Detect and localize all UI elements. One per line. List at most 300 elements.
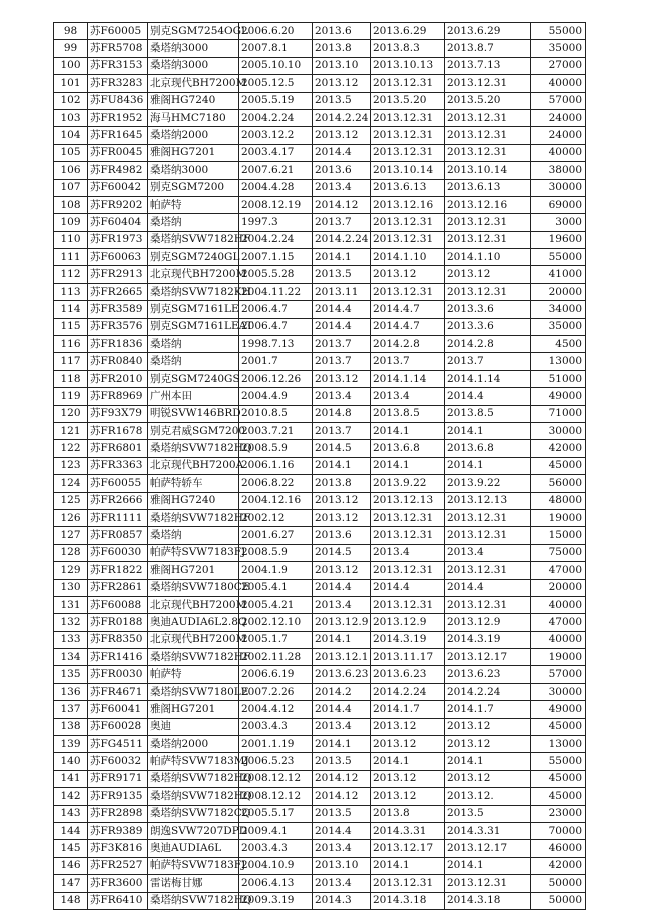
insurance-date-cell: 2013.12.31 (371, 231, 445, 248)
annual-check-date-cell: 2013.12.31 (445, 144, 531, 161)
amount-cell: 42000 (531, 440, 586, 457)
amount-cell: 30000 (531, 179, 586, 196)
vehicle-model-cell: 别克SGM7161LEAT (148, 318, 239, 335)
register-date-cell: 1998.7.13 (239, 336, 313, 353)
inspection-date-cell: 2014.5 (313, 440, 371, 457)
insurance-date-cell: 2013.9.22 (371, 475, 445, 492)
annual-check-date-cell: 2013.7.13 (445, 57, 531, 74)
vehicle-model-cell: 帕萨特SVW7183FJ (148, 857, 239, 874)
insurance-date-cell: 2013.12 (371, 736, 445, 753)
amount-cell: 47000 (531, 614, 586, 631)
insurance-date-cell: 2013.12.31 (371, 109, 445, 126)
annual-check-date-cell: 2013.12.31 (445, 527, 531, 544)
row-number-cell: 133 (54, 631, 88, 648)
amount-cell: 50000 (531, 875, 586, 892)
vehicle-model-cell: 雅阁HG7201 (148, 144, 239, 161)
table-row (54, 788, 586, 805)
amount-cell: 4500 (531, 336, 586, 353)
inspection-date-cell: 2014.4 (313, 144, 371, 161)
vehicle-model-cell: 桑塔纳 (148, 353, 239, 370)
annual-check-date-cell: 2013.12.17 (445, 840, 531, 857)
vehicle-model-cell: 桑塔纳 (148, 527, 239, 544)
inspection-date-cell: 2013.10 (313, 57, 371, 74)
inspection-date-cell: 2014.12 (313, 770, 371, 787)
vehicle-model-cell: 雅阁HG7201 (148, 562, 239, 579)
plate-number-cell: 苏FR4982 (88, 162, 148, 179)
vehicle-model-cell: 别克SGM7161LE (148, 301, 239, 318)
annual-check-date-cell: 2014.1 (445, 457, 531, 474)
vehicle-model-cell: 朗逸SVW7207DPD (148, 822, 239, 839)
annual-check-date-cell: 2013.8.5 (445, 405, 531, 422)
vehicle-table (53, 22, 586, 910)
row-number-cell: 146 (54, 857, 88, 874)
amount-cell: 20000 (531, 579, 586, 596)
amount-cell: 30000 (531, 683, 586, 700)
row-number-cell: 102 (54, 92, 88, 109)
table-row (54, 127, 586, 144)
inspection-date-cell: 2013.8 (313, 475, 371, 492)
inspection-date-cell: 2014.12 (313, 196, 371, 213)
insurance-date-cell: 2014.1 (371, 457, 445, 474)
register-date-cell: 2005.5.17 (239, 805, 313, 822)
amount-cell: 40000 (531, 144, 586, 161)
annual-check-date-cell: 2013.10.14 (445, 162, 531, 179)
amount-cell: 35000 (531, 318, 586, 335)
plate-number-cell: 苏FR1973 (88, 231, 148, 248)
annual-check-date-cell: 2013.5 (445, 805, 531, 822)
table-row (54, 596, 586, 613)
annual-check-date-cell: 2014.1 (445, 857, 531, 874)
annual-check-date-cell: 2014.1.14 (445, 370, 531, 387)
table-row (54, 144, 586, 161)
plate-number-cell: 苏F60404 (88, 214, 148, 231)
plate-number-cell: 苏FR5708 (88, 40, 148, 57)
row-number-cell: 144 (54, 822, 88, 839)
insurance-date-cell: 2014.4.7 (371, 318, 445, 335)
vehicle-model-cell: 桑塔纳SVW7182HQ (148, 440, 239, 457)
register-date-cell: 2006.6.19 (239, 666, 313, 683)
table-row (54, 892, 586, 909)
register-date-cell: 2010.8.5 (239, 405, 313, 422)
amount-cell: 13000 (531, 736, 586, 753)
annual-check-date-cell: 2014.1.7 (445, 701, 531, 718)
plate-number-cell: 苏F3K816 (88, 840, 148, 857)
row-number-cell: 140 (54, 753, 88, 770)
row-number-cell: 131 (54, 596, 88, 613)
amount-cell: 19000 (531, 649, 586, 666)
row-number-cell: 119 (54, 388, 88, 405)
plate-number-cell: 苏FR2010 (88, 370, 148, 387)
table-row (54, 475, 586, 492)
insurance-date-cell: 2014.3.31 (371, 822, 445, 839)
plate-number-cell: 苏FR1822 (88, 562, 148, 579)
amount-cell: 55000 (531, 23, 586, 40)
register-date-cell: 2003.4.17 (239, 144, 313, 161)
row-number-cell: 108 (54, 196, 88, 213)
inspection-date-cell: 2014.3 (313, 892, 371, 909)
plate-number-cell: 苏FR2665 (88, 283, 148, 300)
vehicle-model-cell: 北京现代BH7200A (148, 457, 239, 474)
inspection-date-cell: 2013.11 (313, 283, 371, 300)
register-date-cell: 2006.8.22 (239, 475, 313, 492)
inspection-date-cell: 2013.12.9 (313, 614, 371, 631)
row-number-cell: 118 (54, 370, 88, 387)
vehicle-model-cell: 桑塔纳SVW7182KH (148, 283, 239, 300)
amount-cell: 27000 (531, 57, 586, 74)
inspection-date-cell: 2014.1 (313, 249, 371, 266)
table-row (54, 736, 586, 753)
register-date-cell: 2002.12.10 (239, 614, 313, 631)
amount-cell: 38000 (531, 162, 586, 179)
insurance-date-cell: 2013.12.31 (371, 144, 445, 161)
row-number-cell: 129 (54, 562, 88, 579)
row-number-cell: 103 (54, 109, 88, 126)
table-row (54, 249, 586, 266)
vehicle-model-cell: 帕萨特 (148, 196, 239, 213)
amount-cell: 41000 (531, 266, 586, 283)
insurance-date-cell: 2013.6.13 (371, 179, 445, 196)
row-number-cell: 136 (54, 683, 88, 700)
register-date-cell: 2006.4.13 (239, 875, 313, 892)
register-date-cell: 2004.2.24 (239, 231, 313, 248)
annual-check-date-cell: 2013.12.13 (445, 492, 531, 509)
table-row (54, 214, 586, 231)
register-date-cell: 2005.12.5 (239, 75, 313, 92)
table-row (54, 40, 586, 57)
register-date-cell: 2008.12.19 (239, 196, 313, 213)
register-date-cell: 2009.3.19 (239, 892, 313, 909)
register-date-cell: 2007.8.1 (239, 40, 313, 57)
annual-check-date-cell: 2013.12.31 (445, 509, 531, 526)
table-row (54, 388, 586, 405)
insurance-date-cell: 2013.8.5 (371, 405, 445, 422)
table-row (54, 666, 586, 683)
plate-number-cell: 苏FR1952 (88, 109, 148, 126)
amount-cell: 40000 (531, 631, 586, 648)
vehicle-model-cell: 雷诺梅甘娜 (148, 875, 239, 892)
register-date-cell: 2009.4.1 (239, 822, 313, 839)
plate-number-cell: 苏FR1836 (88, 336, 148, 353)
row-number-cell: 125 (54, 492, 88, 509)
annual-check-date-cell: 2013.12.16 (445, 196, 531, 213)
inspection-date-cell: 2014.4 (313, 579, 371, 596)
row-number-cell: 111 (54, 249, 88, 266)
vehicle-model-cell: 别克君威SGM7200 (148, 422, 239, 439)
vehicle-model-cell: 桑塔纳SVW7182HQ (148, 788, 239, 805)
amount-cell: 42000 (531, 857, 586, 874)
vehicle-model-cell: 广州本田 (148, 388, 239, 405)
register-date-cell: 2004.4.9 (239, 388, 313, 405)
vehicle-model-cell: 桑塔纳SVW7182HF (148, 231, 239, 248)
plate-number-cell: 苏FR3600 (88, 875, 148, 892)
annual-check-date-cell: 2014.1 (445, 422, 531, 439)
vehicle-model-cell: 雅阁HG7201 (148, 701, 239, 718)
register-date-cell: 2002.11.28 (239, 649, 313, 666)
row-number-cell: 143 (54, 805, 88, 822)
inspection-date-cell: 2014.5 (313, 544, 371, 561)
register-date-cell: 2005.4.1 (239, 579, 313, 596)
row-number-cell: 117 (54, 353, 88, 370)
vehicle-model-cell: 奥迪AUDIA6L (148, 840, 239, 857)
row-number-cell: 112 (54, 266, 88, 283)
annual-check-date-cell: 2013.3.6 (445, 318, 531, 335)
table-row (54, 875, 586, 892)
vehicle-model-cell: 雅阁HG7240 (148, 492, 239, 509)
insurance-date-cell: 2013.12.31 (371, 509, 445, 526)
inspection-date-cell: 2013.12 (313, 370, 371, 387)
table-row (54, 23, 586, 40)
vehicle-model-cell: 明锐SVW146BRD (148, 405, 239, 422)
amount-cell: 55000 (531, 753, 586, 770)
annual-check-date-cell: 2014.3.18 (445, 892, 531, 909)
table-row (54, 336, 586, 353)
vehicle-model-cell: 海马HMC7180 (148, 109, 239, 126)
plate-number-cell: 苏FR1678 (88, 422, 148, 439)
plate-number-cell: 苏FR3589 (88, 301, 148, 318)
amount-cell: 71000 (531, 405, 586, 422)
vehicle-model-cell: 桑塔纳SVW7182HQ (148, 770, 239, 787)
annual-check-date-cell: 2013.4 (445, 544, 531, 561)
insurance-date-cell: 2013.12 (371, 266, 445, 283)
annual-check-date-cell: 2013.12 (445, 718, 531, 735)
annual-check-date-cell: 2013.6.8 (445, 440, 531, 457)
table-row (54, 283, 586, 300)
insurance-date-cell: 2014.4 (371, 579, 445, 596)
plate-number-cell: 苏FR1416 (88, 649, 148, 666)
inspection-date-cell: 2013.4 (313, 179, 371, 196)
vehicle-model-cell: 桑塔纳2000 (148, 736, 239, 753)
amount-cell: 45000 (531, 718, 586, 735)
plate-number-cell: 苏FR2527 (88, 857, 148, 874)
annual-check-date-cell: 2013.12.17 (445, 649, 531, 666)
inspection-date-cell: 2013.6 (313, 23, 371, 40)
row-number-cell: 141 (54, 770, 88, 787)
annual-check-date-cell: 2013.12 (445, 770, 531, 787)
insurance-date-cell: 2014.2.8 (371, 336, 445, 353)
plate-number-cell: 苏FR3283 (88, 75, 148, 92)
row-number-cell: 138 (54, 718, 88, 735)
inspection-date-cell: 2013.7 (313, 336, 371, 353)
vehicle-model-cell: 帕萨特SVW7183MJ (148, 753, 239, 770)
annual-check-date-cell: 2013.12.31 (445, 231, 531, 248)
plate-number-cell: 苏F60063 (88, 249, 148, 266)
table-row (54, 162, 586, 179)
amount-cell: 45000 (531, 457, 586, 474)
plate-number-cell: 苏F60041 (88, 701, 148, 718)
insurance-date-cell: 2013.10.14 (371, 162, 445, 179)
table-row (54, 457, 586, 474)
vehicle-model-cell: 桑塔纳3000 (148, 57, 239, 74)
annual-check-date-cell: 2013.12.9 (445, 614, 531, 631)
amount-cell: 46000 (531, 840, 586, 857)
inspection-date-cell: 2013.6 (313, 527, 371, 544)
amount-cell: 70000 (531, 822, 586, 839)
insurance-date-cell: 2014.1.14 (371, 370, 445, 387)
table-row (54, 109, 586, 126)
row-number-cell: 123 (54, 457, 88, 474)
register-date-cell: 2001.7 (239, 353, 313, 370)
plate-number-cell: 苏FR6410 (88, 892, 148, 909)
plate-number-cell: 苏FR8969 (88, 388, 148, 405)
table-row (54, 614, 586, 631)
amount-cell: 56000 (531, 475, 586, 492)
register-date-cell: 2005.5.19 (239, 92, 313, 109)
register-date-cell: 2004.11.22 (239, 283, 313, 300)
row-number-cell: 148 (54, 892, 88, 909)
register-date-cell: 2004.1.9 (239, 562, 313, 579)
amount-cell: 47000 (531, 562, 586, 579)
insurance-date-cell: 2013.12.16 (371, 196, 445, 213)
table-row (54, 405, 586, 422)
plate-number-cell: 苏FR9202 (88, 196, 148, 213)
inspection-date-cell: 2013.5 (313, 92, 371, 109)
insurance-date-cell: 2013.12.17 (371, 840, 445, 857)
vehicle-model-cell: 北京现代BH7200M (148, 596, 239, 613)
table-row (54, 718, 586, 735)
register-date-cell: 2008.12.12 (239, 770, 313, 787)
table-row (54, 509, 586, 526)
annual-check-date-cell: 2013.12.31 (445, 283, 531, 300)
insurance-date-cell: 2014.1 (371, 857, 445, 874)
inspection-date-cell: 2014.4 (313, 301, 371, 318)
inspection-date-cell: 2013.4 (313, 875, 371, 892)
plate-number-cell: 苏FR0188 (88, 614, 148, 631)
plate-number-cell: 苏FR2913 (88, 266, 148, 283)
table-row (54, 649, 586, 666)
insurance-date-cell: 2013.12 (371, 788, 445, 805)
insurance-date-cell: 2013.12 (371, 770, 445, 787)
plate-number-cell: 苏F60055 (88, 475, 148, 492)
amount-cell: 69000 (531, 196, 586, 213)
table-row (54, 544, 586, 561)
vehicle-model-cell: 帕萨特SVW7183FJ (148, 544, 239, 561)
insurance-date-cell: 2013.12.31 (371, 283, 445, 300)
table-row (54, 527, 586, 544)
register-date-cell: 2006.4.7 (239, 318, 313, 335)
annual-check-date-cell: 2013.3.6 (445, 301, 531, 318)
register-date-cell: 2008.5.9 (239, 440, 313, 457)
insurance-date-cell: 2013.10.13 (371, 57, 445, 74)
table-row (54, 318, 586, 335)
register-date-cell: 2008.5.9 (239, 544, 313, 561)
inspection-date-cell: 2014.4 (313, 701, 371, 718)
annual-check-date-cell: 2013.5.20 (445, 92, 531, 109)
row-number-cell: 116 (54, 336, 88, 353)
insurance-date-cell: 2013.4 (371, 388, 445, 405)
register-date-cell: 2004.4.12 (239, 701, 313, 718)
amount-cell: 40000 (531, 75, 586, 92)
insurance-date-cell: 2013.12.31 (371, 527, 445, 544)
row-number-cell: 135 (54, 666, 88, 683)
plate-number-cell: 苏FR9135 (88, 788, 148, 805)
amount-cell: 19000 (531, 509, 586, 526)
insurance-date-cell: 2014.1.10 (371, 249, 445, 266)
plate-number-cell: 苏FR3153 (88, 57, 148, 74)
plate-number-cell: 苏F60030 (88, 544, 148, 561)
insurance-date-cell: 2013.11.17 (371, 649, 445, 666)
vehicle-model-cell: 桑塔纳SVW7182HQ (148, 892, 239, 909)
inspection-date-cell: 2013.12 (313, 75, 371, 92)
annual-check-date-cell: 2013.12.31 (445, 596, 531, 613)
insurance-date-cell: 2013.8.3 (371, 40, 445, 57)
table-row (54, 370, 586, 387)
annual-check-date-cell: 2013.12.31 (445, 214, 531, 231)
insurance-date-cell: 2013.12.9 (371, 614, 445, 631)
inspection-date-cell: 2013.12 (313, 509, 371, 526)
vehicle-model-cell: 桑塔纳SVW7182CQ (148, 805, 239, 822)
row-number-cell: 114 (54, 301, 88, 318)
inspection-date-cell: 2013.5 (313, 753, 371, 770)
amount-cell: 45000 (531, 770, 586, 787)
amount-cell: 13000 (531, 353, 586, 370)
annual-check-date-cell: 2013.12 (445, 736, 531, 753)
register-date-cell: 2004.4.28 (239, 179, 313, 196)
row-number-cell: 142 (54, 788, 88, 805)
register-date-cell: 2004.2.24 (239, 109, 313, 126)
annual-check-date-cell: 2013.6.29 (445, 23, 531, 40)
row-number-cell: 101 (54, 75, 88, 92)
plate-number-cell: 苏FU8436 (88, 92, 148, 109)
annual-check-date-cell: 2013.12.31 (445, 75, 531, 92)
inspection-date-cell: 2013.6 (313, 162, 371, 179)
plate-number-cell: 苏FR1111 (88, 509, 148, 526)
row-number-cell: 132 (54, 614, 88, 631)
annual-check-date-cell: 2014.3.31 (445, 822, 531, 839)
inspection-date-cell: 2013.4 (313, 840, 371, 857)
plate-number-cell: 苏FG4511 (88, 736, 148, 753)
vehicle-model-cell: 北京现代BH7200M (148, 266, 239, 283)
annual-check-date-cell: 2013.12.31 (445, 127, 531, 144)
table-row (54, 440, 586, 457)
register-date-cell: 2004.12.16 (239, 492, 313, 509)
register-date-cell: 2003.4.3 (239, 718, 313, 735)
inspection-date-cell: 2013.5 (313, 266, 371, 283)
row-number-cell: 115 (54, 318, 88, 335)
vehicle-model-cell: 奥迪AUDIA6L2.8Q (148, 614, 239, 631)
inspection-date-cell: 2013.4 (313, 718, 371, 735)
vehicle-model-cell: 桑塔纳 (148, 214, 239, 231)
row-number-cell: 145 (54, 840, 88, 857)
plate-number-cell: 苏FR0030 (88, 666, 148, 683)
inspection-date-cell: 2014.1 (313, 457, 371, 474)
row-number-cell: 126 (54, 509, 88, 526)
plate-number-cell: 苏F60088 (88, 596, 148, 613)
amount-cell: 30000 (531, 422, 586, 439)
row-number-cell: 106 (54, 162, 88, 179)
register-date-cell: 2007.6.21 (239, 162, 313, 179)
annual-check-date-cell: 2014.2.24 (445, 683, 531, 700)
inspection-date-cell: 2013.12 (313, 562, 371, 579)
register-date-cell: 1997.3 (239, 214, 313, 231)
register-date-cell: 2006.12.26 (239, 370, 313, 387)
amount-cell: 40000 (531, 596, 586, 613)
annual-check-date-cell: 2014.4 (445, 388, 531, 405)
plate-number-cell: 苏FR8350 (88, 631, 148, 648)
insurance-date-cell: 2013.6.8 (371, 440, 445, 457)
row-number-cell: 130 (54, 579, 88, 596)
register-date-cell: 2007.2.26 (239, 683, 313, 700)
table-row (54, 753, 586, 770)
row-number-cell: 104 (54, 127, 88, 144)
vehicle-model-cell: 别克SGM7240GS (148, 370, 239, 387)
insurance-date-cell: 2013.12.31 (371, 596, 445, 613)
plate-number-cell: 苏FR2898 (88, 805, 148, 822)
plate-number-cell: 苏F60042 (88, 179, 148, 196)
vehicle-model-cell: 桑塔纳SVW7182HF (148, 649, 239, 666)
insurance-date-cell: 2014.3.19 (371, 631, 445, 648)
insurance-date-cell: 2013.7 (371, 353, 445, 370)
register-date-cell: 2001.1.19 (239, 736, 313, 753)
